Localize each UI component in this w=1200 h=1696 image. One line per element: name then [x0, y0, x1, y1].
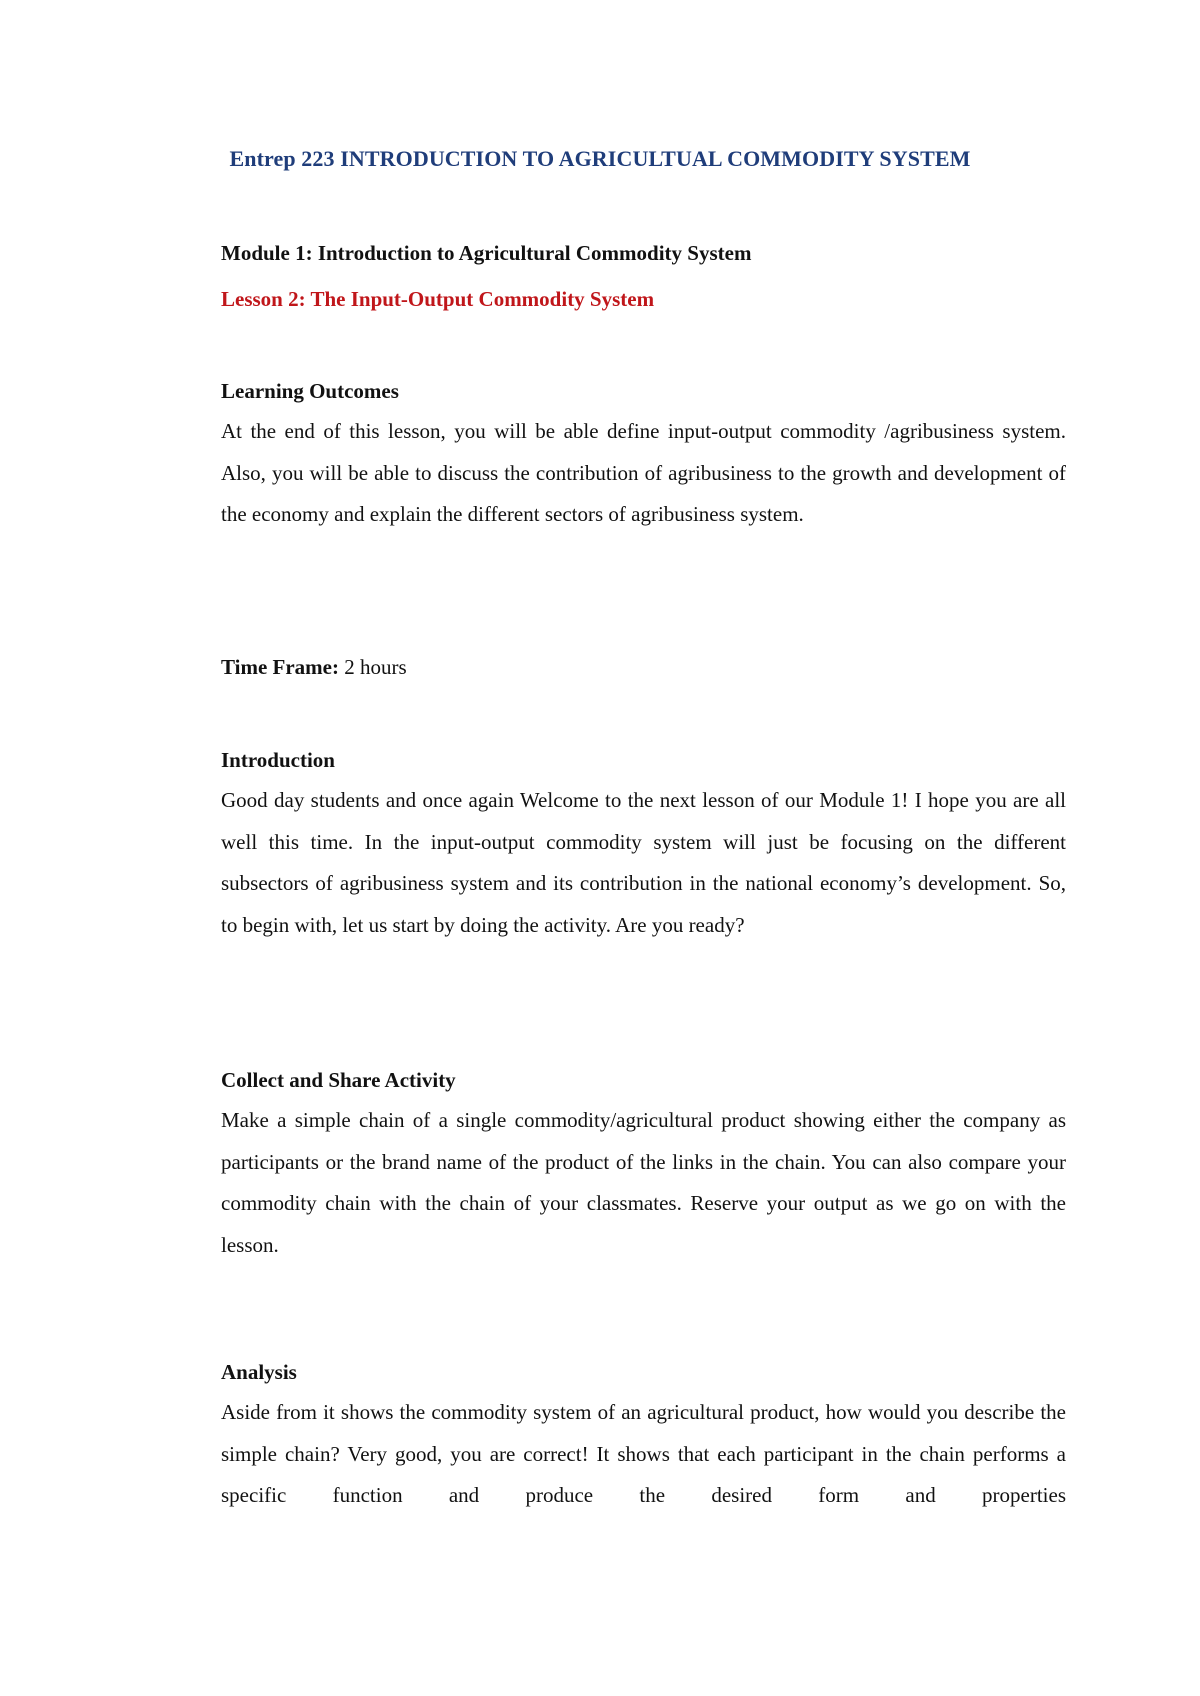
time-frame-value: 2 hours [338, 655, 407, 679]
activity-text: Make a simple chain of a single commodity/agricultural product showing either the company as participants or the brand name of the product of the links in the chain. You can also compare your commodity chain with the chain of your classmates. Reserve your output as we go on with the lesson. [221, 1108, 1066, 1257]
analysis-text: Aside from it shows the commodity system of an agricultural product, how would you describe the simple chain? Very good, you are correct! It shows that each participant in the chain performs a specific function and produce the desired form and properties [221, 1400, 1066, 1507]
analysis-heading: Analysis [221, 1360, 297, 1384]
introduction-text: Good day students and once again Welcome to the next lesson of our Module 1! I hope you are all well this time. In the input-output commodity system will just be focusing on the different subsectors of agribusiness system and its contribution in the national economy’s development. So, to begin with, let us start by doing the activity. Are you ready? [221, 788, 1066, 937]
time-frame [221, 655, 407, 680]
learning-outcomes-heading: Learning Outcomes [221, 379, 399, 403]
introduction-heading: Introduction [221, 748, 335, 772]
activity-heading: Collect and Share Activity [221, 1068, 456, 1092]
learning-outcomes-text: At the end of this lesson, you will be able define input-output commodity /agribusiness system. Also, you will be able to discuss the contribution of agribusiness to the growth and development of the economy and explain the different sectors of agribusiness system. [221, 419, 1066, 526]
time-frame-label: Time Frame: [221, 655, 339, 679]
module-title: Module 1: Introduction to Agricultural Commodity System [221, 241, 752, 265]
lesson-title: Lesson 2: The Input-Output Commodity System [221, 287, 655, 311]
document-title: Entrep 223 INTRODUCTION TO AGRICULTUAL COMMODITY SYSTEM [229, 146, 971, 171]
